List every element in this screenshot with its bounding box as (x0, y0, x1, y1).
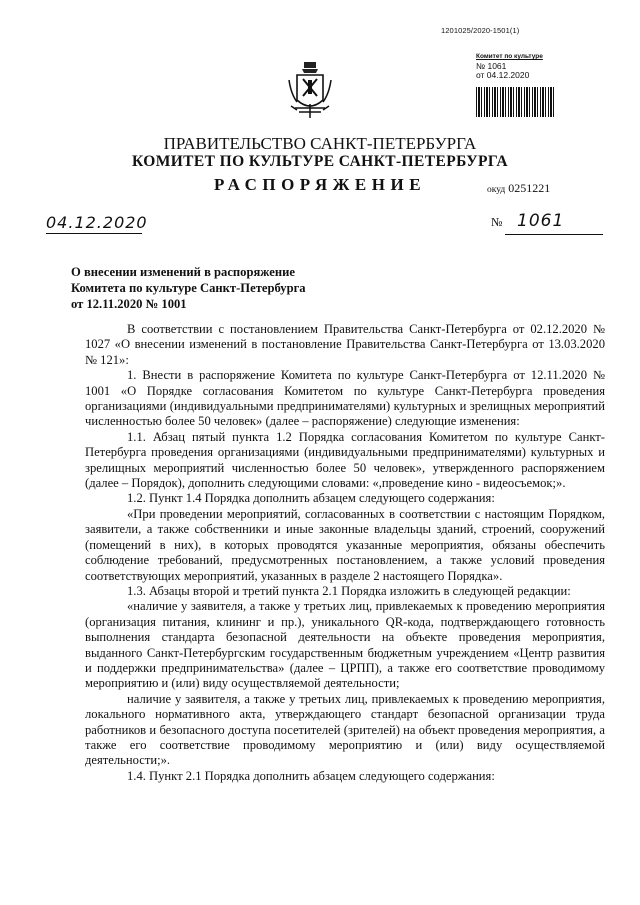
body-paragraph: 1. Внести в распоряжение Комитета по культуре Санкт-Петербурга от 12.11.2020 № 1001 «О Порядке согласования Комитетом по культуре Санкт-Петербурга проведения организациями (индивидуальными предпринимателями) культурных и зрелищных мероприятий численностью более 50 человек» (далее – распоряжение) следующие изменения: (85, 368, 605, 429)
body-paragraph: наличие у заявителя, а также у третьих лиц, привлекаемых к проведению мероприятия, локального нормативного акта, утверждающего стандарт безопасной организации труда работников и безопасного доступа посетителей (зрителей) на объект проведения мероприятия, а также его соответствие проводимому мероприятию и (или) виду осуществляемой деятельности;». (85, 691, 605, 768)
okud-code (487, 181, 550, 196)
okud-label: окуд (487, 185, 506, 195)
stamp-date: от 04.12.2020 (476, 70, 530, 80)
body-paragraph: 1.1. Абзац пятый пункта 1.2 Порядка согласования Комитетом по культуре Санкт-Петербурга проведения организациями (индивидуальными предпринимателями) культурных и зрелищных мероприятий численностью более 50 человек», утвержденного распоряжением (далее – Порядок), дополнить следующими словами: «,проведение кино - видеосъемок;». (85, 429, 605, 491)
stamp-number: № 1061 (476, 60, 507, 71)
registration-stamp (476, 52, 556, 81)
body-paragraph: 1.2. Пункт 1.4 Порядка дополнить абзацем следующего содержания: (127, 491, 495, 506)
date-underline (46, 233, 142, 234)
document-body (85, 322, 605, 784)
body-paragraph: «При проведении мероприятий, согласованных в соответствии с настоящим Порядком, заявители, а также собственники и иные законные владельцы зданий, строений, сооружений (помещений в них), в которых проводятся указанные мероприятия, обязаны обеспечить соблюдение требований, предусмотренных постановлением, а также условий проведения соответствующих мероприятий, указанных в разделе 2 настоящего Порядка». (85, 506, 605, 583)
handwritten-number: 1061 (517, 211, 565, 231)
number-underline (505, 234, 603, 235)
document-type-title: РАСПОРЯЖЕНИЕ (213, 175, 427, 194)
subject-line: О внесении изменений в распоряжение (71, 265, 295, 279)
body-paragraph: В соответствии с постановлением Правительства Санкт-Петербурга от 02.12.2020 № 1027 «О внесении изменений в постановление Правительства Санкт-Петербурга от 13.03.2020 № 121»: (85, 322, 605, 367)
subject-line: от 12.11.2020 № 1001 (71, 297, 187, 311)
body-paragraph: 1.3. Абзацы второй и третий пункта 2.1 Порядка изложить в следующей редакции: (127, 583, 571, 598)
number-label: № (491, 215, 503, 229)
coat-of-arms-icon (285, 60, 335, 122)
body-paragraph: «наличие у заявителя, а также у третьих лиц, привлекаемых к проведению мероприятия (организация питания, клининг и пр.), уникального QR-кода, подтверждающего готовность выполнения стандарта безопасной деятельности на объекте проведения мероприятия, выданного Санкт-Петербургским государственным бюджетным учреждением «Центр развития и поддержки предпринимательства» (далее – ЦРПП), а также его соответствие проводимому мероприятию и (или) виду осуществляемой деятельности; (85, 599, 605, 691)
committee-title: КОМИТЕТ ПО КУЛЬТУРЕ САНКТ-ПЕТЕРБУРГА (131, 153, 509, 170)
government-title: ПРАВИТЕЛЬСТВО САНКТ-ПЕТЕРБУРГА (163, 134, 477, 153)
document-subject (71, 264, 371, 312)
body-paragraph: 1.4. Пункт 2.1 Порядка дополнить абзацем следующего содержания: (127, 768, 495, 783)
stamp-committee: Комитет по культуре (476, 53, 543, 60)
document-reference-number: 1201025/2020-1501(1) (441, 26, 520, 35)
barcode-icon (476, 87, 554, 117)
handwritten-date: 04.12.2020 (46, 213, 148, 232)
subject-line: Комитета по культуре Санкт-Петербурга (71, 281, 306, 295)
okud-value: 0251221 (508, 181, 551, 195)
